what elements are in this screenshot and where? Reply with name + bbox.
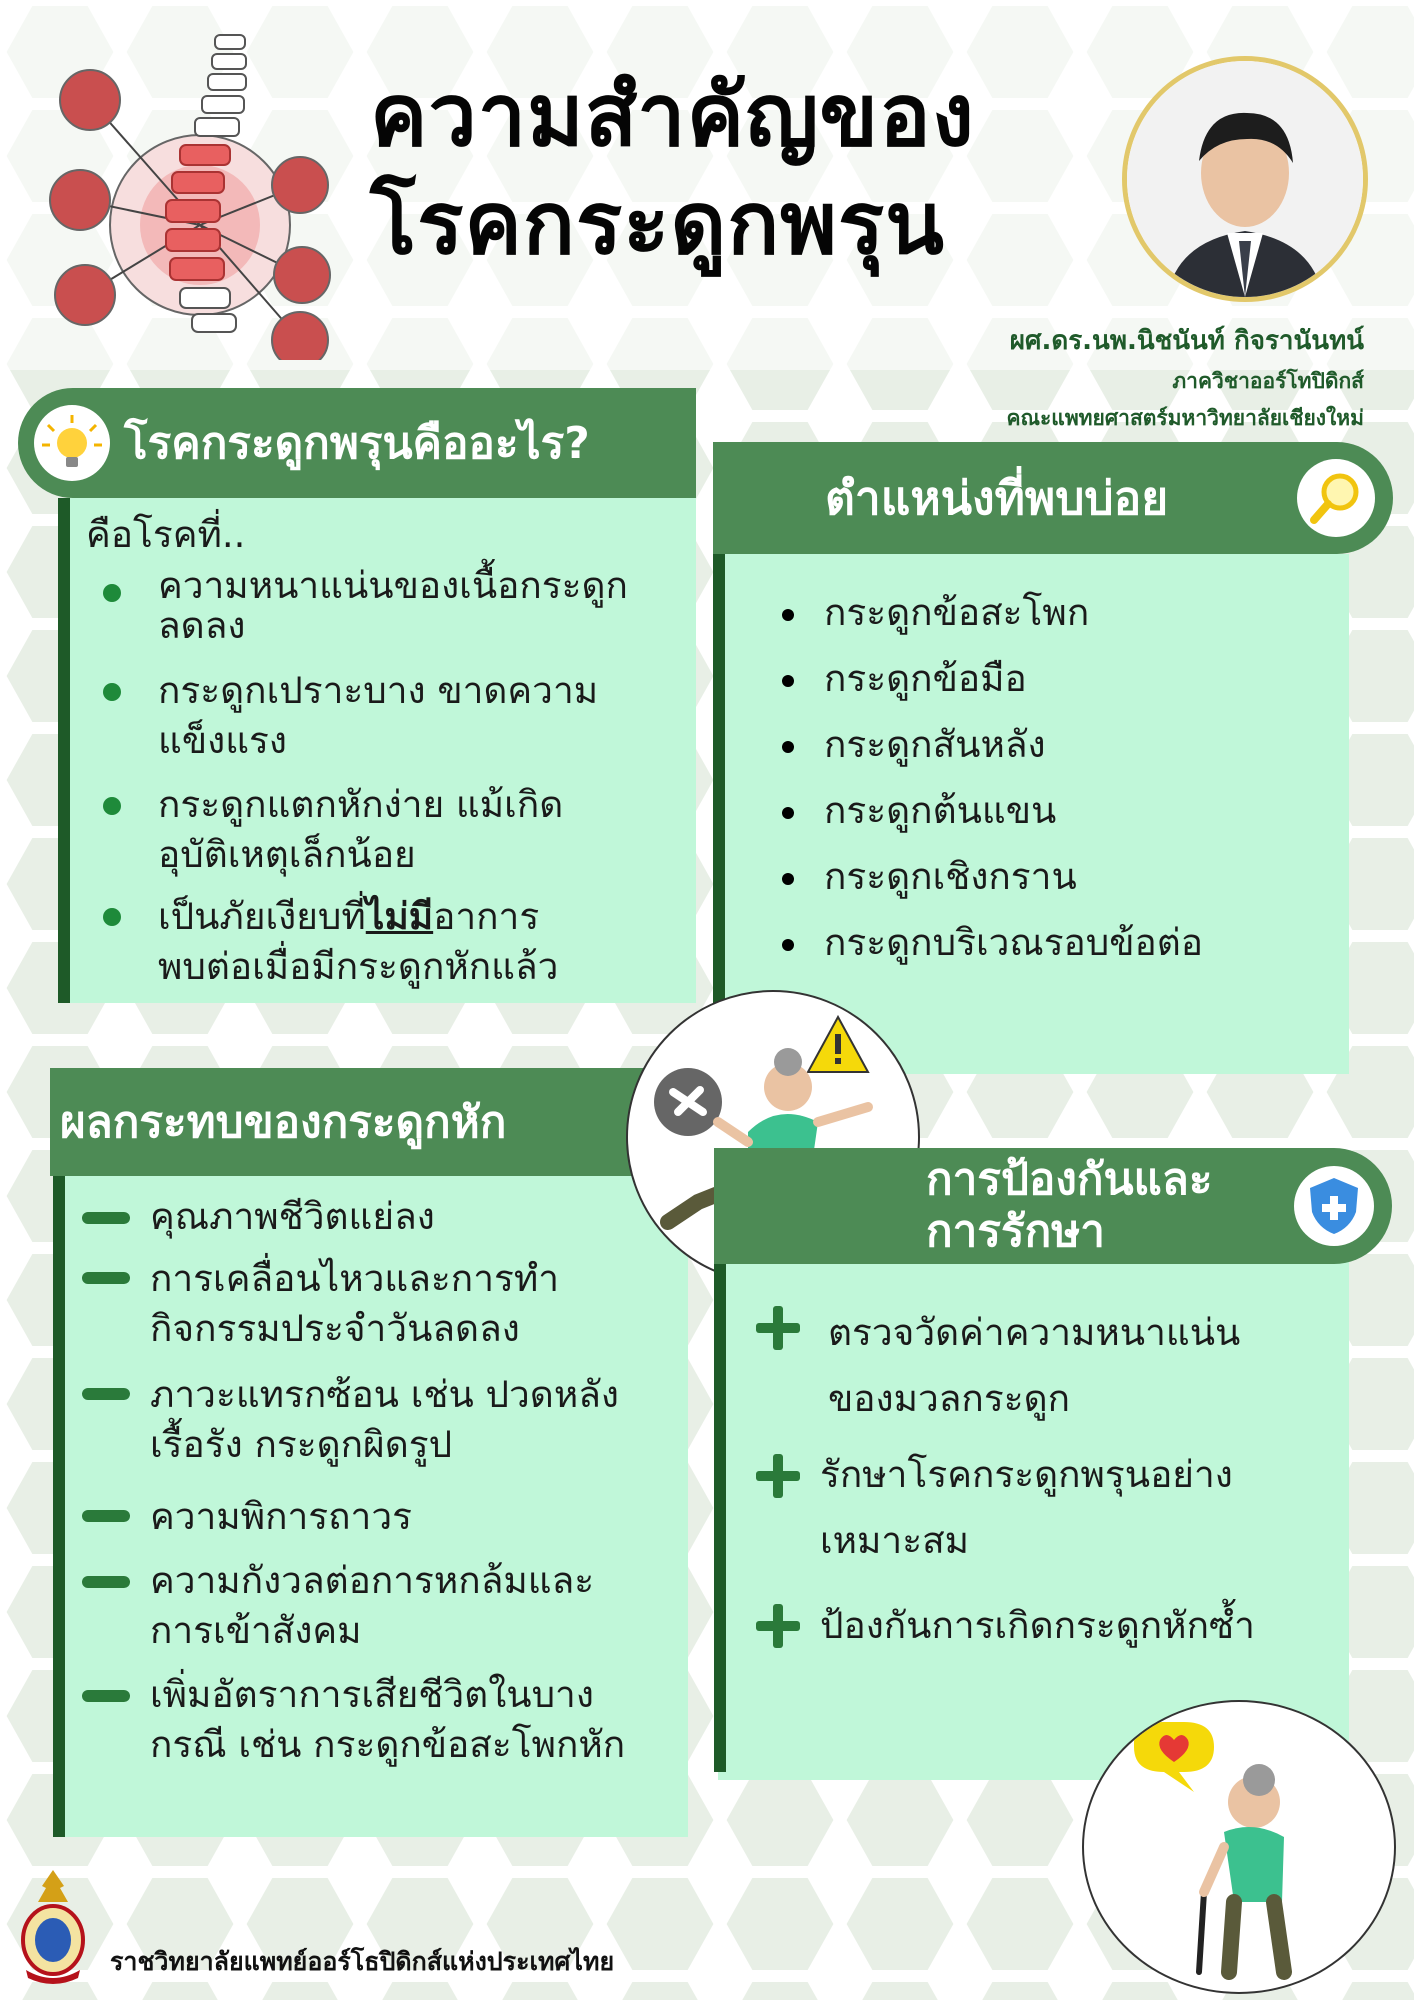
elderly-heart-icon	[1084, 1702, 1394, 1992]
what-is-item-2	[158, 666, 598, 766]
bullet-dash	[82, 1510, 130, 1522]
item-line: พบต่อเมื่อมีกระดูกหักแล้ว	[158, 945, 559, 988]
bullet-dot	[782, 807, 794, 819]
spine-illustration	[40, 30, 370, 360]
prevention-title	[926, 1154, 1213, 1258]
impact-item-5	[150, 1556, 594, 1656]
item-line: รักษาโรคกระดูกพรุนอย่าง	[820, 1453, 1233, 1496]
bullet-dot	[103, 584, 121, 602]
prevention-header	[714, 1148, 1392, 1264]
impact-title: ผลกระทบของกระดูกหัก	[60, 1097, 507, 1148]
site-item: กระดูกบริเวณรอบข้อต่อ	[824, 921, 1204, 964]
author-faculty: คณะแพทยศาสตร์มหาวิทยาลัยเชียงใหม่	[1006, 406, 1364, 430]
bullet-dash	[82, 1690, 130, 1702]
impact-item-2	[150, 1254, 559, 1354]
what-is-header	[18, 388, 696, 498]
what-is-item-1	[158, 566, 628, 646]
lightbulb-icon	[34, 405, 110, 481]
bullet-dash	[82, 1388, 130, 1400]
item-line: ของมวลกระดูก	[828, 1377, 1070, 1420]
bullet-dash	[82, 1212, 130, 1224]
item-line: กรณี เช่น กระดูกข้อสะโพกหัก	[150, 1723, 626, 1766]
item-line: ลดลง	[158, 604, 246, 647]
what-is-accent-bar	[58, 498, 70, 1003]
item-line: คุณภาพชีวิตแย่ลง	[150, 1195, 435, 1238]
bullet-dash	[82, 1576, 130, 1588]
bullet-dash	[82, 1272, 130, 1284]
item-line: อุบัติเหตุเล็กน้อย	[158, 833, 416, 876]
bullet-dot	[782, 741, 794, 753]
item-line: ความหนาแน่นของเนื้อกระดูก	[158, 564, 628, 607]
college-emblem	[12, 1866, 94, 1986]
item-line: ภาวะแทรกซ้อน เช่น ปวดหลัง	[150, 1373, 619, 1416]
item-line: กิจกรรมประจำวันลดลง	[150, 1307, 520, 1350]
impact-item-3	[150, 1370, 619, 1470]
item-line: เพิ่มอัตราการเสียชีวิตในบาง	[150, 1673, 594, 1716]
site-item: กระดูกสันหลัง	[824, 723, 1046, 766]
item-line: กระดูกเปราะบาง ขาดความ	[158, 669, 599, 712]
site-item: กระดูกเชิงกราน	[824, 855, 1077, 898]
item-line: ความพิการถาวร	[150, 1495, 412, 1538]
item-emphasis: ไม่มี	[365, 895, 434, 938]
common-sites-title: ตำแหน่งที่พบบ่อย	[825, 470, 1169, 525]
what-is-intro: คือโรคที่..	[86, 513, 246, 556]
elderly-cane-illustration	[1082, 1700, 1396, 1994]
prevention-title-line-2: การรักษา	[926, 1206, 1105, 1257]
item-text: อาการ	[433, 895, 540, 938]
magnifier-icon	[1297, 459, 1375, 537]
what-is-item-3	[158, 780, 563, 880]
bullet-dot	[782, 939, 794, 951]
crest-icon	[12, 1866, 94, 1986]
bullet-dot	[103, 908, 121, 926]
footer-organization: ราชวิทยาลัยแพทย์ออร์โธปิดิกส์แห่งประเทศไทย	[110, 1947, 615, 1976]
what-is-title: โรคกระดูกพรุนคืออะไร?	[124, 418, 590, 469]
impact-item-4	[150, 1492, 412, 1542]
prevention-item-1	[828, 1300, 1240, 1432]
item-line: เรื้อรัง กระดูกผิดรูป	[150, 1423, 453, 1466]
impact-item-6	[150, 1670, 625, 1770]
plus-icon	[756, 1454, 800, 1498]
shield-plus-icon	[1294, 1166, 1374, 1246]
item-line: ความกังวลต่อการหกล้มและ	[150, 1559, 595, 1602]
item-line: การเข้าสังคม	[150, 1609, 362, 1652]
site-item: กระดูกข้อสะโพก	[824, 591, 1090, 634]
common-sites-header	[713, 442, 1393, 554]
prevention-accent-bar	[714, 1262, 726, 1772]
item-line: เหมาะสม	[820, 1519, 970, 1562]
prevention-item-2	[820, 1442, 1233, 1574]
item-text: เป็นภัยเงียบที่	[158, 895, 366, 938]
impact-accent-bar	[53, 1175, 65, 1837]
site-item: กระดูกต้นแขน	[824, 789, 1057, 832]
site-item: กระดูกข้อมือ	[824, 657, 1027, 700]
prevention-title-line-1: การป้องกันและ	[926, 1154, 1213, 1205]
title-line-1: ความสำคัญของ	[370, 66, 975, 166]
plus-icon	[756, 1604, 800, 1648]
bullet-dot	[103, 797, 121, 815]
prevention-item-3	[820, 1596, 1255, 1656]
author-department: ภาควิชาออร์โทปิดิกส์	[1172, 369, 1364, 393]
item-line: การเคลื่อนไหวและการทำ	[150, 1257, 560, 1300]
author-name: ผศ.ดร.นพ.นิชนันท์ กิจรานันทน์	[1009, 326, 1364, 356]
author-photo	[1122, 56, 1368, 302]
item-line: ป้องกันการเกิดกระดูกหักซ้ำ	[820, 1604, 1255, 1647]
author-info	[1006, 320, 1364, 435]
what-is-item-4	[158, 892, 558, 992]
item-line: ตรวจวัดค่าความหนาแน่น	[828, 1311, 1241, 1354]
impact-item-1	[150, 1192, 435, 1242]
bullet-dot	[782, 873, 794, 885]
portrait-icon	[1127, 61, 1363, 297]
common-sites-accent-bar	[713, 554, 725, 1074]
item-line: กระดูกแตกหักง่าย แม้เกิด	[158, 783, 564, 826]
page-title	[370, 62, 975, 278]
bullet-dot	[103, 683, 121, 701]
bullet-dot	[782, 609, 794, 621]
bullet-dot	[782, 675, 794, 687]
impact-header	[50, 1068, 700, 1176]
plus-icon	[756, 1306, 800, 1350]
title-line-2: โรคกระดูกพรุน	[370, 174, 945, 274]
item-line: แข็งแรง	[158, 719, 287, 762]
